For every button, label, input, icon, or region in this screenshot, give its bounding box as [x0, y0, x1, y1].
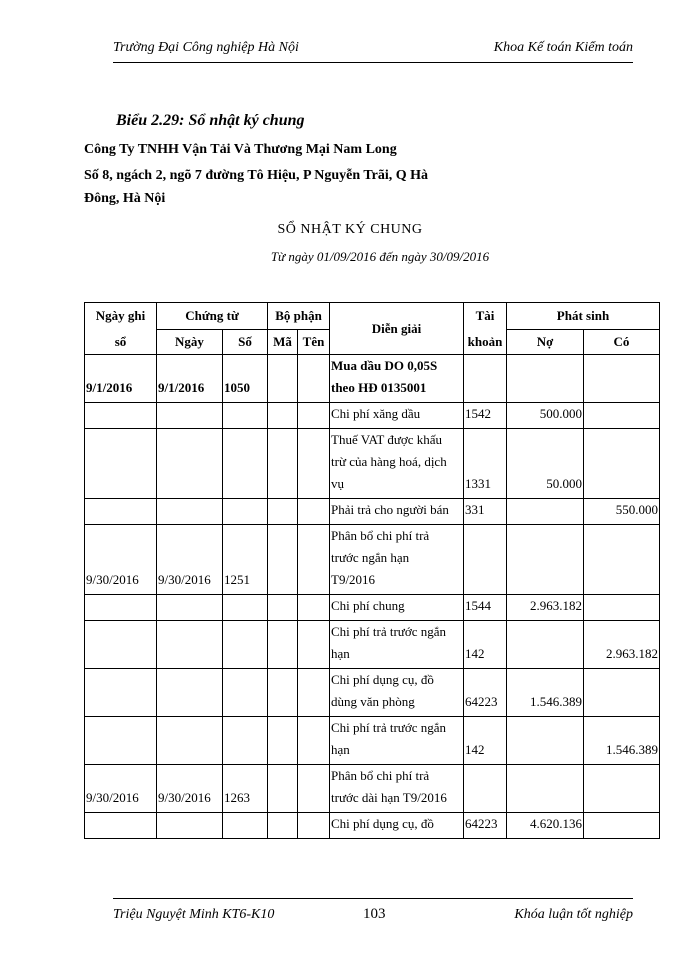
col-header-chung-tu: Chứng từ — [157, 303, 268, 330]
cell-co — [584, 669, 660, 717]
cell-so — [223, 717, 268, 765]
cell-ngay — [157, 813, 223, 839]
dien-giai-line: hạn — [331, 646, 350, 661]
cell-co — [584, 429, 660, 499]
dien-giai-line: hạn — [331, 742, 350, 757]
dien-giai-line: Phải trả cho người bán — [331, 502, 449, 517]
cell-ma — [268, 621, 298, 669]
cell-dien-giai — [330, 669, 464, 717]
cell-dien-giai — [330, 499, 464, 525]
cell-ten — [298, 403, 330, 429]
header-school: Trường Đại Công nghiệp Hà Nội — [113, 40, 299, 55]
cell-co — [584, 765, 660, 813]
cell-ten — [298, 499, 330, 525]
cell-no: 500.000 — [507, 403, 584, 429]
col-header-ten: Tên — [298, 330, 330, 355]
cell-so — [223, 429, 268, 499]
cell-no: 2.963.182 — [507, 595, 584, 621]
cell-ma — [268, 717, 298, 765]
cell-so — [223, 669, 268, 717]
cell-tai-khoan: 1544 — [464, 595, 507, 621]
dien-giai-line: Chi phí dụng cụ, đồ — [331, 672, 434, 687]
cell-ma — [268, 429, 298, 499]
cell-tai-khoan: 64223 — [464, 669, 507, 717]
cell-co: 550.000 — [584, 499, 660, 525]
col-header-tai-khoan-2: khoản — [464, 330, 507, 355]
cell-ten — [298, 813, 330, 839]
cell-co: 1.546.389 — [584, 717, 660, 765]
col-header-dien-giai: Diễn giải — [330, 303, 464, 355]
cell-ma — [268, 355, 298, 403]
cell-tai-khoan — [464, 355, 507, 403]
footer-thesis: Khóa luận tốt nghiệp — [514, 907, 633, 922]
cell-ngay — [157, 621, 223, 669]
cell-ngay-ghi-so — [85, 621, 157, 669]
page-number: 103 — [363, 906, 386, 922]
page-header — [113, 40, 633, 63]
col-header-co: Có — [584, 330, 660, 355]
cell-ngay-ghi-so — [85, 813, 157, 839]
dien-giai-line: Thuế VAT được khấu — [331, 432, 443, 447]
page-footer — [113, 898, 633, 923]
cell-ngay — [157, 717, 223, 765]
cell-co — [584, 595, 660, 621]
cell-co — [584, 355, 660, 403]
dien-giai-line: theo HĐ 0135001 — [331, 380, 427, 395]
cell-ngay-ghi-so — [85, 429, 157, 499]
cell-dien-giai — [330, 355, 464, 403]
cell-dien-giai — [330, 717, 464, 765]
cell-ngay — [157, 595, 223, 621]
col-header-so: Số — [223, 330, 268, 355]
cell-co — [584, 403, 660, 429]
cell-ngay-ghi-so — [85, 403, 157, 429]
col-header-ma: Mã — [268, 330, 298, 355]
cell-ten — [298, 669, 330, 717]
dien-giai-line: trước dài hạn T9/2016 — [331, 790, 447, 805]
journal-title: SỔ NHẬT KÝ CHUNG — [277, 222, 423, 237]
cell-tai-khoan: 142 — [464, 717, 507, 765]
cell-ma — [268, 669, 298, 717]
cell-tai-khoan: 64223 — [464, 813, 507, 839]
col-header-tai-khoan: Tài — [464, 303, 507, 330]
company-address-line2: Đông, Hà Nội — [84, 191, 166, 206]
journal-period: Từ ngày 01/09/2016 đến ngày 30/09/2016 — [270, 249, 490, 264]
dien-giai-line: dùng văn phòng — [331, 694, 415, 709]
footer-author: Triệu Nguyệt Minh KT6-K10 — [113, 907, 275, 922]
header-faculty: Khoa Kế toán Kiểm toán — [493, 40, 633, 55]
table-row — [85, 669, 660, 717]
company-name: Công Ty TNHH Vận Tải Và Thương Mại Nam Long — [84, 142, 397, 157]
cell-tai-khoan — [464, 765, 507, 813]
cell-so — [223, 499, 268, 525]
cell-ngay — [157, 403, 223, 429]
cell-so — [223, 403, 268, 429]
cell-so: 1050 — [223, 355, 268, 403]
cell-dien-giai — [330, 403, 464, 429]
table-row — [85, 499, 660, 525]
dien-giai-line: Chi phí trả trước ngắn — [331, 624, 447, 639]
cell-ten — [298, 355, 330, 403]
cell-ten — [298, 595, 330, 621]
dien-giai-line: T9/2016 — [331, 572, 376, 587]
cell-ngay — [157, 499, 223, 525]
table-row — [85, 403, 660, 429]
dien-giai-line: trước ngắn hạn — [331, 550, 410, 565]
table-row — [85, 429, 660, 499]
cell-ngay-ghi-so: 9/30/2016 — [85, 765, 157, 813]
cell-ngay-ghi-so — [85, 669, 157, 717]
company-address-line1: Số 8, ngách 2, ngõ 7 đường Tô Hiệu, P Nguyễn Trãi, Q Hà — [84, 168, 429, 183]
cell-dien-giai — [330, 765, 464, 813]
cell-ten — [298, 621, 330, 669]
cell-no — [507, 499, 584, 525]
col-header-phat-sinh: Phát sinh — [507, 303, 660, 330]
cell-tai-khoan: 1542 — [464, 403, 507, 429]
cell-ngay-ghi-so — [85, 717, 157, 765]
dien-giai-line: Phân bổ chi phí trả — [331, 768, 430, 783]
cell-ngay-ghi-so: 9/1/2016 — [85, 355, 157, 403]
cell-co: 2.963.182 — [584, 621, 660, 669]
cell-ma — [268, 499, 298, 525]
cell-ma — [268, 595, 298, 621]
dien-giai-line: vụ — [331, 476, 344, 491]
col-header-ngay: Ngày — [157, 330, 223, 355]
dien-giai-line: Chi phí xăng dầu — [331, 406, 421, 421]
cell-no: 1.546.389 — [507, 669, 584, 717]
cell-tai-khoan: 142 — [464, 621, 507, 669]
cell-tai-khoan: 331 — [464, 499, 507, 525]
cell-so: 1251 — [223, 525, 268, 595]
cell-so — [223, 595, 268, 621]
dien-giai-line: Chi phí dụng cụ, đồ — [331, 816, 434, 831]
cell-no — [507, 621, 584, 669]
dien-giai-line: Phân bổ chi phí trả — [331, 528, 430, 543]
figure-caption: Biểu 2.29: Sổ nhật ký chung — [116, 112, 305, 129]
table-row — [85, 355, 660, 403]
cell-dien-giai — [330, 525, 464, 595]
cell-dien-giai — [330, 429, 464, 499]
table-row — [85, 525, 660, 595]
cell-so: 1263 — [223, 765, 268, 813]
cell-so — [223, 813, 268, 839]
cell-so — [223, 621, 268, 669]
cell-dien-giai — [330, 595, 464, 621]
table-row — [85, 717, 660, 765]
cell-no — [507, 525, 584, 595]
cell-ngay-ghi-so: 9/30/2016 — [85, 525, 157, 595]
cell-dien-giai — [330, 621, 464, 669]
dien-giai-line: Chi phí chung — [331, 598, 405, 613]
cell-ngay — [157, 429, 223, 499]
cell-ma — [268, 403, 298, 429]
cell-ma — [268, 525, 298, 595]
table-row — [85, 813, 660, 839]
cell-ten — [298, 525, 330, 595]
cell-ngay: 9/30/2016 — [157, 525, 223, 595]
dien-giai-line: Mua dầu DO 0,05S — [331, 358, 438, 373]
cell-ten — [298, 429, 330, 499]
cell-dien-giai — [330, 813, 464, 839]
cell-no: 50.000 — [507, 429, 584, 499]
cell-no: 4.620.136 — [507, 813, 584, 839]
cell-tai-khoan: 1331 — [464, 429, 507, 499]
cell-ten — [298, 717, 330, 765]
cell-no — [507, 717, 584, 765]
cell-co — [584, 813, 660, 839]
dien-giai-line: Chi phí trả trước ngắn — [331, 720, 447, 735]
col-header-ngay-ghi-so: Ngày ghi — [85, 303, 157, 330]
cell-no — [507, 355, 584, 403]
dien-giai-line: trừ của hàng hoá, dịch — [331, 454, 447, 469]
cell-no — [507, 765, 584, 813]
cell-co — [584, 525, 660, 595]
cell-ngay: 9/1/2016 — [157, 355, 223, 403]
table-row — [85, 621, 660, 669]
col-header-ngay-ghi-so-2: sổ — [85, 330, 157, 355]
cell-ten — [298, 765, 330, 813]
cell-ngay — [157, 669, 223, 717]
cell-ma — [268, 765, 298, 813]
cell-ma — [268, 813, 298, 839]
cell-tai-khoan — [464, 525, 507, 595]
journal-table — [84, 302, 660, 839]
col-header-no: Nợ — [507, 330, 584, 355]
col-header-bo-phan: Bộ phận — [268, 303, 330, 330]
table-row — [85, 595, 660, 621]
cell-ngay-ghi-so — [85, 595, 157, 621]
cell-ngay: 9/30/2016 — [157, 765, 223, 813]
table-row — [85, 765, 660, 813]
cell-ngay-ghi-so — [85, 499, 157, 525]
